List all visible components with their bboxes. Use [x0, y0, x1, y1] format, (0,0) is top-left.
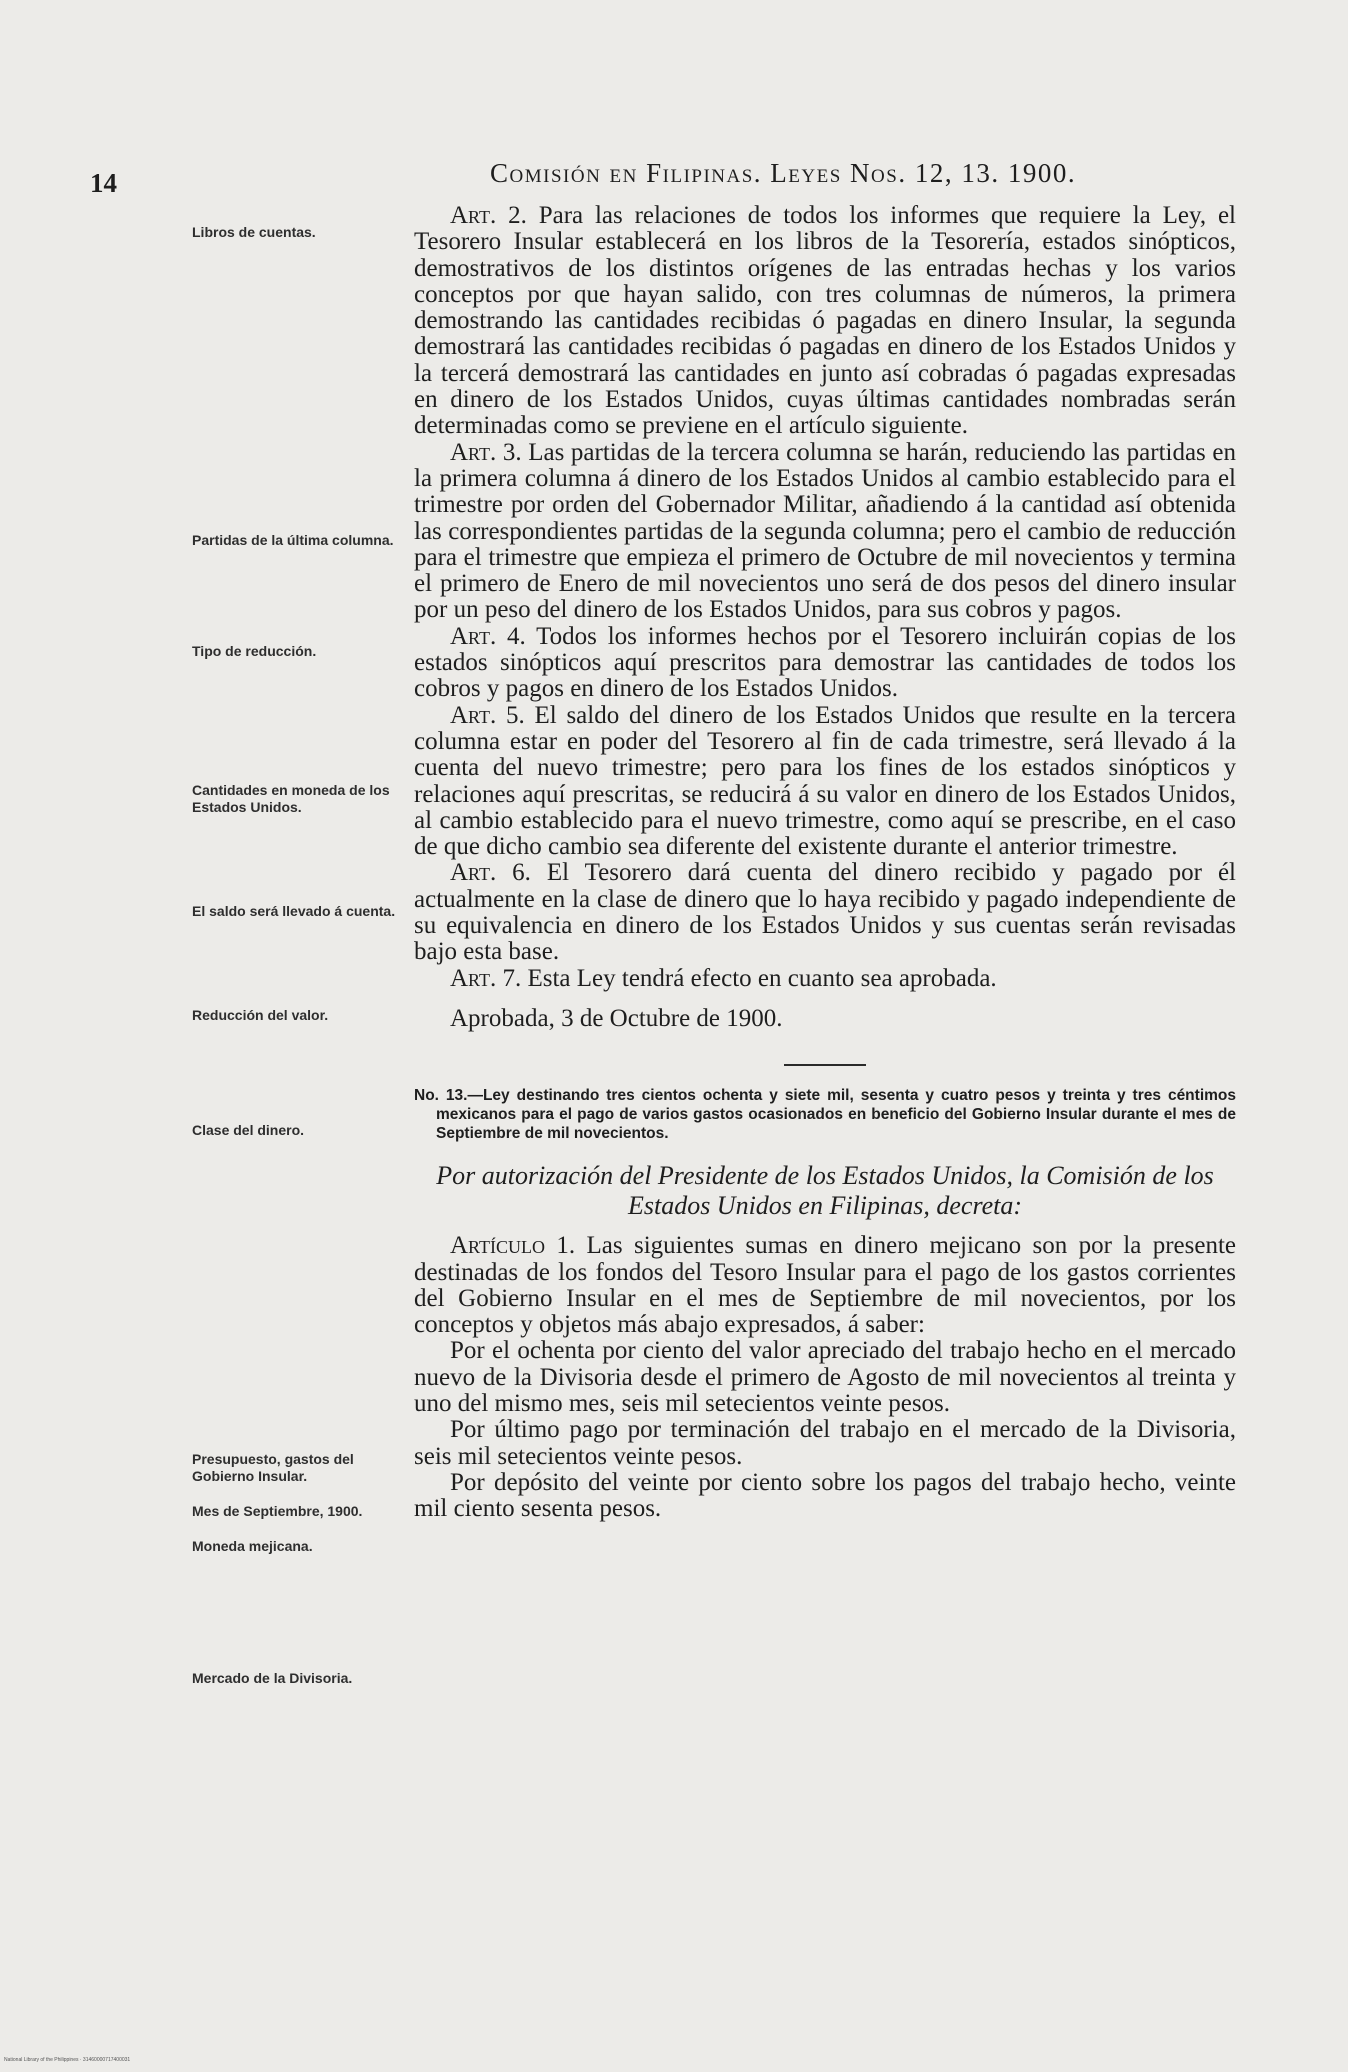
- running-title: Comisión en Filipinas. Leyes Nos. 12, 13. 1900.: [490, 158, 1077, 188]
- margin-note-mes: Mes de Septiembre, 1900.: [192, 1503, 363, 1519]
- margin-note-clase: Clase del dinero.: [192, 1122, 305, 1138]
- appropriation-item: Por el ochenta por ciento del valor apreciado del trabajo hecho en el mercado nuevo de la Divisoria desde el primero de Agosto de mil novecientos al treinta y uno del mismo mes, seis mil setecientos veinte pesos.: [414, 1337, 1236, 1417]
- decree-formula: Por autorización del Presidente de los Estados Unidos, la Comisión de los Estados Unidos en Filipinas, decreta:: [436, 1161, 1214, 1221]
- article-text: Esta Ley tendrá efecto en cuanto sea aprobada.: [527, 964, 997, 992]
- margin-note-tipo: Tipo de reducción.: [192, 643, 317, 659]
- main-text: [414, 203, 1236, 1522]
- article-label: Artículo 1.: [450, 1232, 576, 1260]
- article-label: Art. 6.: [450, 859, 531, 887]
- library-credit: National Library of the Philippines · 31460000717400031: [4, 2057, 131, 2063]
- law-13-title: [414, 1086, 1236, 1143]
- margin-note-partidas: Partidas de la última columna.: [192, 532, 394, 548]
- article-text: Las partidas de la tercera columna se harán, reduciendo las partidas en la primera columna á dinero de los Estados Unidos al cambio establecido para el trimestre por orden del Gobernador Militar, añadiendo á la cantidad así obtenida las correspondientes partidas de la segunda columna; pero el cambio de reducción para el trimestre que empieza el primero de Octubre de mil novecientos y termina el primero de Enero de mil novecientos uno será de dos pesos del dinero insular por un peso del dinero de los Estados Unidos, para sus cobros y pagos.: [414, 438, 1236, 624]
- article-label: Art. 2.: [450, 202, 527, 229]
- article-6: [414, 860, 1236, 965]
- margin-note-cantidades: Cantidades en moneda de los Estados Unidos.: [192, 782, 390, 815]
- appropriation-item: Por depósito del veinte por ciento sobre los pagos del trabajo hecho, veinte mil ciento sesenta pesos.: [414, 1468, 1236, 1523]
- article-4: [414, 624, 1236, 703]
- margin-note-saldo: El saldo será llevado á cuenta.: [192, 903, 396, 919]
- margin-note-mercado: Mercado de la Divisoria.: [192, 1670, 353, 1686]
- article-text: Las siguientes sumas en dinero mejicano son por la presente destinadas de los fondos del Tesoro Insular para el pago de los gastos corrientes del Gobierno Insular en el mes de Septiembre de mil novecientos, por los conceptos y objetos más abajo expresados, á saber:: [414, 1232, 1237, 1339]
- margin-note-libros: Libros de cuentas.: [192, 224, 316, 240]
- approval-date: Aprobada, 3 de Octubre de 1900.: [450, 1004, 783, 1032]
- article-5: [414, 703, 1236, 861]
- article-7: [414, 966, 1236, 992]
- article-label: Art. 3.: [450, 438, 522, 466]
- article-text: Para las relaciones de todos los informes que requiere la Ley, el Tesorero Insular establecerá en los libros de la Tesorería, estados sinópticos, demostrativos de los distintos orígenes de las entradas hechas y los varios conceptos por que hayan salido, con tres columnas de números, la primera demostrando las cantidades recibidas ó pagadas en dinero Insular, la segunda demostrará las cantidades recibidas ó pagadas en dinero de los Estados Unidos y la tercerá demostrará las cantidades en junto así cobradas ó pagadas expresadas en dinero de los Estados Unidos, cuyas últimas cantidades nombradas serán determinadas como se previene en el artículo siguiente.: [414, 202, 1236, 440]
- margin-note-reduccion: Reducción del valor.: [192, 1007, 329, 1023]
- margin-note-presupuesto: Presupuesto, gastos del Gobierno Insular.: [192, 1451, 354, 1484]
- article-label: Art. 5.: [450, 701, 525, 729]
- article-text: El Tesorero dará cuenta del dinero recibido y pagado por él actualmente en la clase de dinero que lo haya recibido y pagado independiente de su equivalencia en dinero de los Estados Unidos y sus cuentas serán revisadas bajo esta base.: [414, 859, 1236, 966]
- appropriation-item: Por último pago por terminación del trabajo en el mercado de la Divisoria, seis mil setecientos veinte pesos.: [414, 1416, 1236, 1470]
- article-2: [414, 203, 1236, 440]
- article-label: Art. 7.: [450, 964, 522, 992]
- margin-note-moneda: Moneda mejicana.: [192, 1538, 313, 1554]
- law-number: No. 13.: [414, 1087, 468, 1105]
- page-number: 14: [90, 168, 117, 198]
- section-divider: [784, 1064, 866, 1066]
- article-label: Art. 4.: [450, 622, 526, 650]
- article-1: [414, 1233, 1236, 1338]
- article-text: Todos los informes hechos por el Tesorero incluirán copias de los estados sinópticos aquí prescritos para demostrar las cantidades de todos los cobros y pagos en dinero de los Estados Unidos.: [414, 622, 1236, 703]
- article-3: [414, 440, 1236, 624]
- law-title-text: —Ley destinando tres cientos ochenta y siete mil, sesenta y cuatro pesos y treinta y tres céntimos mexicanos para el pago de varios gastos ocasionados en beneficio del Gobierno Insular durante el mes de Septiembre de mil novecientos.: [436, 1087, 1236, 1143]
- article-text: El saldo del dinero de los Estados Unidos que resulte en la tercera columna estar en poder del Tesorero al fin de cada trimestre, será llevado á la cuenta del nuevo trimestre; pero para los fines de los estados sinópticos y relaciones aquí prescritas, se reducirá á su valor en dinero de los Estados Unidos, al cambio establecido para el nuevo trimestre, como aquí se prescribe, en el caso de que dicho cambio sea diferente del existente durante el anterior trimestre.: [414, 701, 1236, 861]
